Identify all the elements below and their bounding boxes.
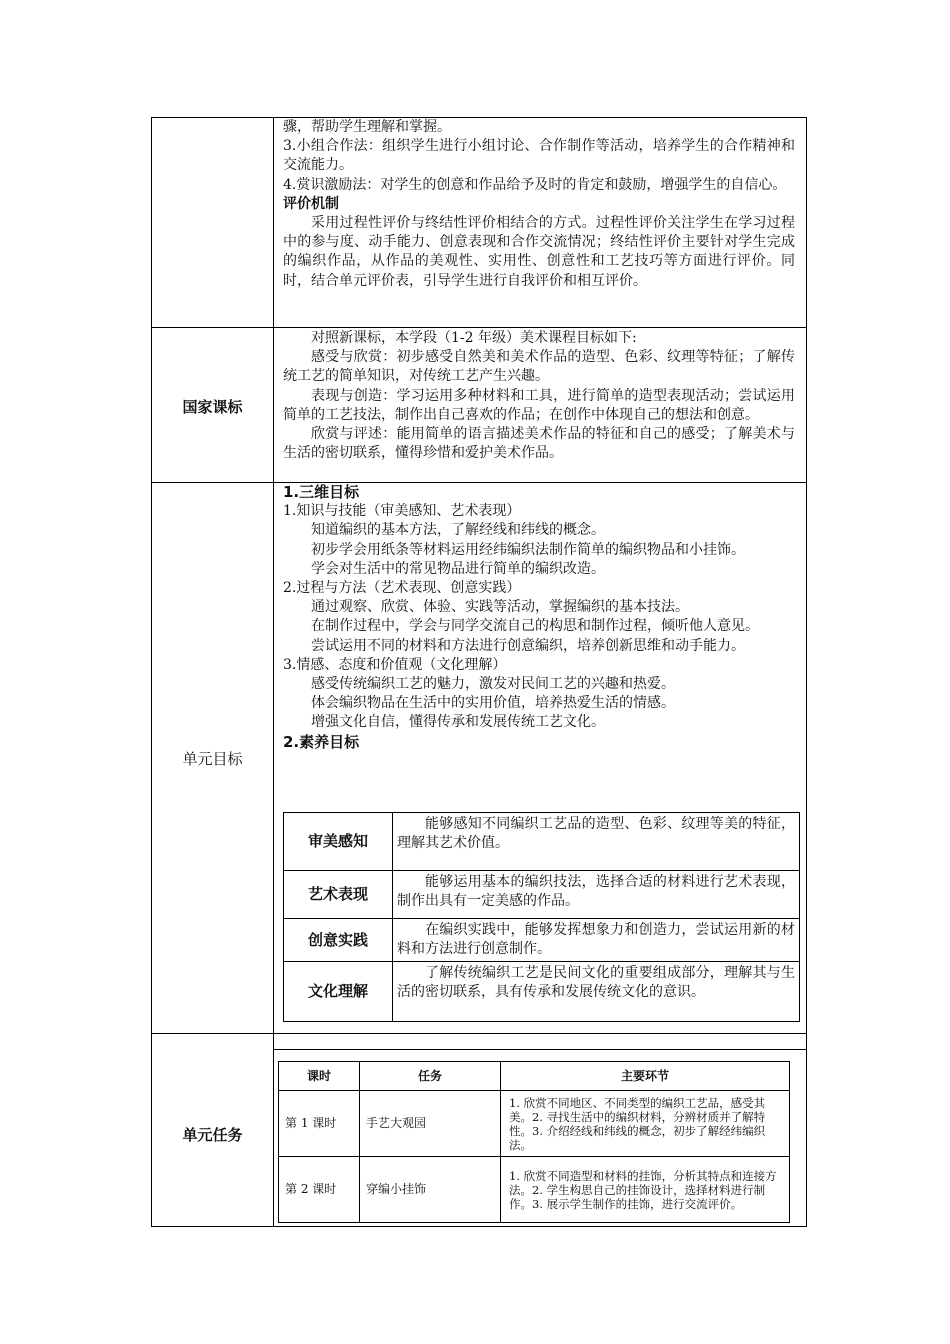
goal-item: 尝试运用不同的材料和方法进行创意编织，培养创新思维和动手能力。	[311, 637, 745, 654]
literacy-text: 在编织实践中，能够发挥想象力和创造力，尝试运用新的材料和方法进行创意制作。	[393, 919, 800, 962]
row-divider	[151, 327, 807, 328]
goal-item: 感受传统编织工艺的魅力，激发对民间工艺的兴趣和热爱。	[311, 676, 675, 693]
goal-item: 初步学会用纸条等材料运用经纬编织法制作简单的编织物品和小挂饰。	[311, 541, 745, 558]
table-row	[284, 962, 800, 1022]
task-table	[278, 1061, 790, 1223]
method-line: 骤，帮助学生理解和掌握。	[283, 119, 451, 135]
three-dim-heading: 1.三维目标	[283, 483, 360, 501]
goal-item: 通过观察、欣赏、体验、实践等活动，掌握编织的基本技法。	[311, 599, 689, 616]
methods-cell	[283, 118, 795, 291]
unit-goal-label: 单元目标	[182, 750, 243, 768]
standard-para: 表现与创造：学习运用多种材料和工具，进行简单的造型表现活动；尝试运用简单的工艺技法，制作出自己喜欢的作品；在创作中体现自己的想法和创意。	[283, 387, 795, 423]
goal-item: 体会编织物品在生活中的实用价值，培养热爱生活的情感。	[311, 695, 675, 712]
column-divider	[273, 117, 274, 1227]
table-row	[279, 1091, 790, 1157]
period-cell: 第 2 课时	[279, 1157, 360, 1223]
method-line: 3.小组合作法：组织学生进行小组讨论、合作制作等活动，培养学生的合作精神和交流能力。	[283, 138, 795, 174]
row-divider	[274, 1049, 807, 1050]
row-divider	[151, 1033, 807, 1034]
period-cell: 第 1 课时	[279, 1091, 360, 1157]
goal-item: 增强文化自信，懂得传承和发展传统工艺文化。	[311, 714, 605, 731]
national-standard-cell	[283, 329, 795, 463]
task-cell: 穿编小挂饰	[360, 1157, 501, 1223]
steps-cell: 1. 欣赏不同造型和材料的挂饰，分析其特点和连接方法。2. 学生构思自己的挂饰设计，选择材料进行制作。3. 展示学生制作的挂饰，进行交流评价。	[501, 1157, 790, 1223]
literacy-text: 了解传统编织工艺是民间文化的重要组成部分，理解其与生活的密切联系，具有传承和发展传统文化的意识。	[393, 962, 800, 1022]
literacy-key: 审美感知	[284, 813, 393, 871]
goal-item: 学会对生活中的常见物品进行简单的编织改造。	[311, 560, 605, 577]
goal-subheading: 1.知识与技能（审美感知、艺术表现）	[283, 503, 521, 520]
national-standard-label: 国家课标	[182, 398, 243, 416]
unit-task-label: 单元任务	[182, 1126, 243, 1144]
standard-para: 感受与欣赏：初步感受自然美和美术作品的造型、色彩、纹理等特征；了解传统工艺的简单知识，对传统工艺产生兴趣。	[283, 349, 795, 385]
literacy-text: 能够运用基本的编织技法，选择合适的材料进行艺术表现，制作出具有一定美感的作品。	[393, 871, 800, 919]
evaluation-text: 采用过程性评价与终结性评价相结合的方式。过程性评价关注学生在学习过程中的参与度、动手能力、创意表现和合作交流情况；终结性评价主要针对学生完成的编织作品，从作品的美观性、实用性、创意性和工艺技巧等方面进行评价。同时，结合单元评价表，引导学生进行自我评价和相互评价。	[283, 215, 795, 289]
unit-goal-cell	[283, 483, 795, 752]
standard-para: 欣赏与评述：能用简单的语言描述美术作品的特征和自己的感受；了解美术与生活的密切联系，懂得珍惜和爱护美术作品。	[283, 426, 795, 462]
column-header: 课时	[279, 1062, 360, 1091]
evaluation-heading: 评价机制	[283, 195, 339, 212]
standard-para: 对照新课标，本学段（1-2 年级）美术课程目标如下:	[311, 330, 637, 346]
literacy-table	[283, 812, 800, 1022]
table-row	[284, 871, 800, 919]
table-row	[279, 1157, 790, 1223]
literacy-key: 创意实践	[284, 919, 393, 962]
literacy-key: 艺术表现	[284, 871, 393, 919]
column-header: 任务	[360, 1062, 501, 1091]
table-row	[284, 813, 800, 871]
goal-subheading: 2.过程与方法（艺术表现、创意实践）	[283, 580, 521, 597]
goal-item: 知道编织的基本方法，了解经线和纬线的概念。	[311, 522, 605, 539]
table-header-row	[279, 1062, 790, 1091]
table-row	[284, 919, 800, 962]
goal-subheading: 3.情感、态度和价值观（文化理解）	[283, 656, 507, 673]
goal-item: 在制作过程中，学会与同学交流自己的构思和制作过程，倾听他人意见。	[311, 618, 759, 635]
column-header: 主要环节	[501, 1062, 790, 1091]
literacy-heading: 2.素养目标	[283, 732, 360, 751]
task-cell: 手艺大观园	[360, 1091, 501, 1157]
steps-cell: 1. 欣赏不同地区、不同类型的编织工艺品，感受其美。2. 寻找生活中的编织材料，分辨材质并了解特性。3. 介绍经线和纬线的概念，初步了解经纬编织法。	[501, 1091, 790, 1157]
method-line: 4.赏识激励法：对学生的创意和作品给予及时的肯定和鼓励，增强学生的自信心。	[283, 176, 787, 193]
literacy-key: 文化理解	[284, 962, 393, 1022]
literacy-text: 能够感知不同编织工艺品的造型、色彩、纹理等美的特征，理解其艺术价值。	[393, 813, 800, 871]
